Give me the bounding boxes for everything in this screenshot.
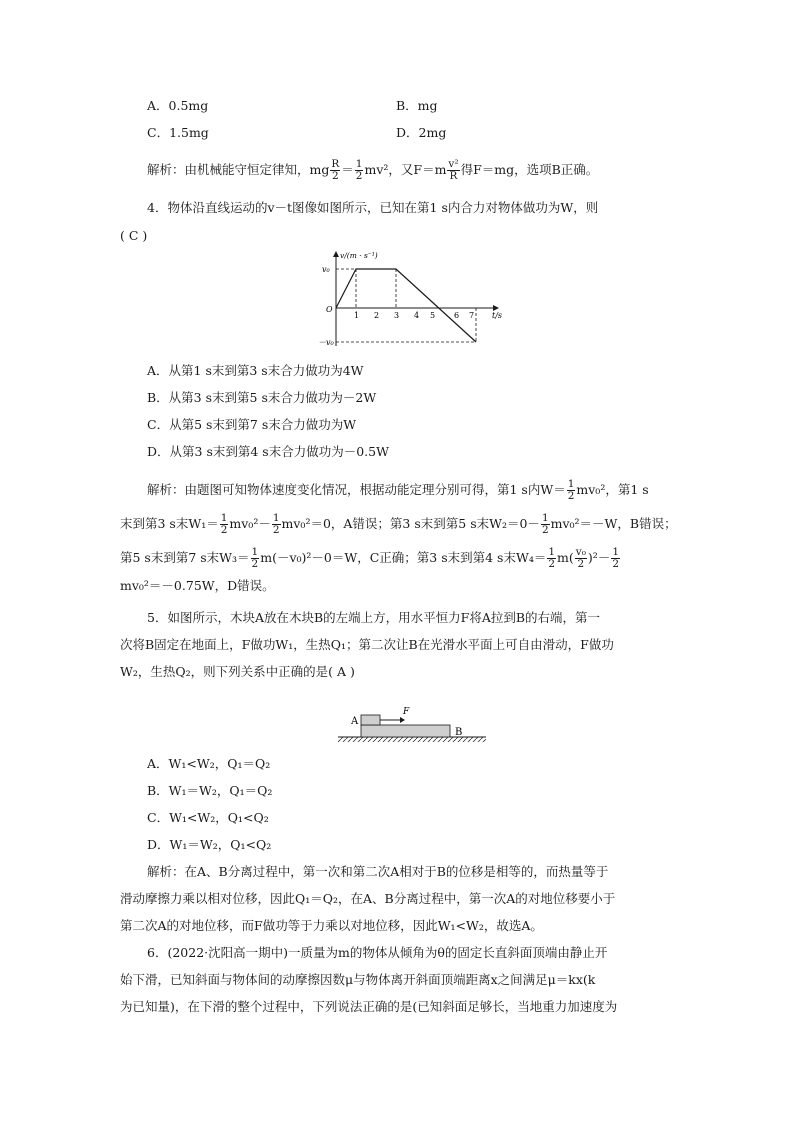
fraction-denominator: 2	[220, 524, 228, 536]
fraction-numerator: 1	[567, 478, 575, 490]
q4-solution-text: m(	[557, 550, 574, 565]
q6-line3: 为已知量)，在下滑的整个过程中，下列说法正确的是(已知斜面足够长，当地重力加速度为	[120, 999, 618, 1014]
fraction-denominator: 2	[577, 558, 585, 570]
q4-solution-text: mv₀²＝0，A错误；第3 s末到第5 s末W₂＝0－	[281, 516, 540, 531]
fraction-denominator: 2	[331, 170, 339, 182]
q4-solution-text: mv₀²＝－W，B错误；	[550, 516, 677, 531]
q5-stem-line1: 5．如图所示，木块A放在木块B的左端上方，用水平恒力F将A拉到B的右端，第一	[147, 610, 601, 625]
fraction-half	[220, 513, 229, 536]
q4-stem-line1: 4．物体沿直线运动的v－t图像如图所示，已知在第1 s内合力对物体做功为W，则	[147, 200, 599, 215]
fraction-denominator: 2	[612, 558, 619, 570]
fraction-denominator: R	[449, 170, 458, 182]
block-a-label: A	[351, 716, 359, 727]
tick-label-4: 4	[414, 311, 420, 320]
fraction-half	[541, 513, 550, 536]
q3-option-c: C．1.5mg	[147, 125, 209, 140]
fraction-denominator: 2	[272, 524, 280, 536]
q4-solution-line4: mv₀²＝－0.75W，D错误。	[120, 578, 275, 593]
q5-solution-line3: 第二次A的对地位移，而F做功等于力乘以对地位移，因此W₁<W₂，故选A。	[120, 918, 543, 933]
q4-solution-text: 末到第3 s末W₁＝	[120, 516, 219, 531]
q6-line1: 6．(2022·沈阳高一期中)一质量为m的物体从倾角为θ的固定长直斜面顶端由静止开	[147, 945, 608, 960]
tick-label-1: 1	[354, 311, 360, 320]
q4-option-b: B．从第3 s末到第5 s末合力做功为－2W	[147, 390, 377, 405]
tick-label-5: 5	[430, 311, 436, 320]
fraction-numerator: v₀	[575, 546, 586, 558]
q3-solution-suffix: 得F＝mg，选项B正确。	[460, 162, 599, 177]
fraction-numerator: R	[331, 158, 340, 170]
tick-label-3: 3	[394, 311, 400, 320]
q4-solution-line1	[147, 479, 649, 502]
q5-stem-line3: W₂，生热Q₂，则下列关系中正确的是( A )	[120, 664, 355, 679]
fraction-denominator: 2	[355, 170, 363, 182]
fraction-numerator: v²	[448, 158, 459, 170]
q4-solution-line2	[120, 513, 677, 536]
fraction-half	[251, 547, 260, 570]
q4-option-a: A．从第1 s末到第3 s末合力做功为4W	[147, 363, 364, 378]
q4-solution-text: 解析：由题图可知物体速度变化情况，根据动能定理分别可得，第1 s内W＝	[147, 482, 566, 497]
q3-option-a: A．0.5mg	[147, 98, 209, 113]
fraction-numerator: 1	[355, 158, 363, 170]
block-b	[361, 725, 450, 737]
tick-label-2: 2	[374, 311, 380, 320]
ground-hatch	[338, 737, 486, 742]
q4-solution-text: m(－v₀)²－0＝W，C正确；第3 s末到第4 s末W₄＝	[260, 550, 547, 565]
neg-v0-label: －v₀	[318, 338, 334, 347]
force-arrowhead-icon	[400, 717, 405, 723]
q5-option-c: C．W₁<W₂，Q₁<Q₂	[147, 810, 269, 825]
q5-option-b: B．W₁＝W₂，Q₁＝Q₂	[147, 783, 273, 798]
q4-option-c: C．从第5 s末到第7 s末合力做功为W	[147, 417, 357, 432]
tick-label-6: 6	[454, 311, 460, 320]
q4-solution-text: mv₀²－	[229, 516, 271, 531]
t-axis-label: t/s	[492, 311, 503, 320]
fraction-half	[567, 479, 576, 502]
q3-option-d: D．2mg	[396, 125, 447, 140]
q3-solution	[147, 159, 598, 182]
fraction-half	[355, 159, 364, 182]
q5-option-a: A．W₁<W₂，Q₁＝Q₂	[147, 756, 271, 771]
block-a	[361, 715, 380, 725]
force-label: F	[403, 707, 410, 717]
tick-label-7: 7	[469, 311, 475, 320]
q5-option-d: D．W₁＝W₂，Q₁<Q₂	[147, 837, 272, 852]
v0-label: v₀	[322, 265, 330, 274]
fraction-numerator: 1	[272, 512, 280, 524]
q4-solution-text: 第5 s末到第7 s末W₃＝	[120, 550, 250, 565]
q4-stem-line2: ( C )	[120, 228, 148, 243]
q4-solution-line3	[120, 547, 621, 570]
fraction-half	[611, 547, 620, 570]
fraction-denominator: 2	[251, 558, 259, 570]
q5-solution-line1: 解析：在A、B分离过程中，第一次和第二次A相对于B的位移是相等的，而热量等于	[147, 864, 609, 879]
equals: ＝	[341, 162, 354, 177]
origin-label: O	[326, 305, 333, 314]
q5-block-diagram	[336, 704, 488, 746]
q6-line2: 始下滑，已知斜面与物体间的动摩擦因数μ与物体离开斜面顶端距离x之间满足μ＝kx(k	[120, 972, 596, 987]
fraction-numerator: 1	[612, 546, 619, 558]
velocity-curve	[336, 269, 476, 342]
q4-vt-graph	[318, 246, 508, 356]
v-axis-label: v/(m · s⁻¹)	[340, 251, 378, 260]
fraction-half	[547, 547, 556, 570]
block-b-label: B	[455, 727, 463, 738]
q4-option-d: D．从第3 s末到第4 s末合力做功为－0.5W	[147, 444, 389, 459]
fraction-numerator: 1	[548, 546, 556, 558]
fraction-denominator: 2	[541, 524, 549, 536]
q5-solution-line2: 滑动摩擦力乘以相对位移，因此Q₁＝Q₂，在A、B分离过程中，第一次A的对地位移要小于	[120, 891, 616, 906]
q3-solution-mid: mv²，又F＝m	[364, 162, 447, 177]
q4-solution-text: mv₀²，第1 s	[576, 482, 649, 497]
fraction-v2-over-r	[447, 159, 459, 182]
q5-stem-line2: 次将B固定在地面上，F做功W₁，生热Q₁；第二次让B在光滑水平面上可自由滑动，F做功	[120, 637, 614, 652]
fraction-numerator: 1	[251, 546, 259, 558]
fraction-numerator: 1	[541, 512, 549, 524]
fraction-half	[272, 513, 281, 536]
q3-solution-prefix: 解析：由机械能守恒定律知，mg	[147, 162, 330, 177]
fraction-denominator: 2	[567, 490, 575, 502]
q4-solution-text: )²－	[587, 550, 611, 565]
fraction-denominator: 2	[548, 558, 556, 570]
q3-option-b: B．mg	[396, 98, 438, 113]
fraction-numerator: 1	[220, 512, 228, 524]
fraction-r-over-2	[330, 159, 340, 182]
fraction-v0-over-2	[575, 547, 587, 570]
